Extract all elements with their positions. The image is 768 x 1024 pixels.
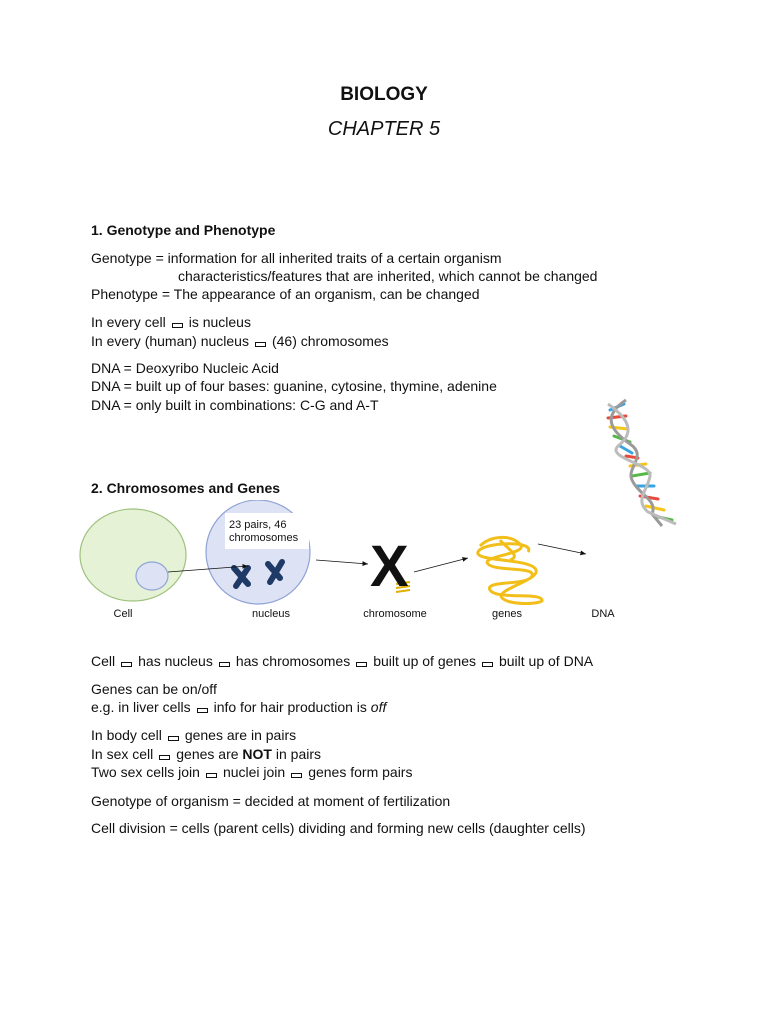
label-genes: genes <box>492 608 522 620</box>
arrow-icon <box>168 736 179 741</box>
cell-nucleus-shape <box>136 562 168 590</box>
arrow-icon <box>482 662 493 667</box>
section-1-heading: 1. Genotype and Phenotype <box>91 222 276 238</box>
fertilization-line: Genotype of organism = decided at moment of fertilization <box>91 793 451 809</box>
sex-cells-join-line <box>91 763 412 781</box>
text: In body cell <box>91 727 162 743</box>
dna-bases: DNA = built up of four bases: guanine, cytosine, thymine, adenine <box>91 378 497 394</box>
genotype-definition: Genotype = information for all inherited traits of a certain organism <box>91 250 502 266</box>
chapter-title: CHAPTER 5 <box>327 118 441 140</box>
pairs-label-line: chromosomes <box>229 532 299 544</box>
text: genes form pairs <box>308 764 413 780</box>
text: has nucleus <box>138 653 213 669</box>
pairs-label-line: 23 pairs, 46 <box>229 519 287 531</box>
arrow-icon <box>356 662 367 667</box>
text: nuclei join <box>222 764 286 780</box>
pairs-label <box>229 519 298 545</box>
text: genes are <box>176 746 239 762</box>
text: in pairs <box>275 746 322 762</box>
arrow-icon <box>538 544 586 554</box>
arrow-icon <box>172 323 183 328</box>
cell-division-line: Cell division = cells (parent cells) dividing and forming new cells (daughter cells) <box>91 820 586 836</box>
genes-coil-icon <box>478 537 542 603</box>
arrow-icon <box>121 662 132 667</box>
text: In every cell <box>91 314 166 330</box>
arrow-icon <box>219 662 230 667</box>
label-dna: DNA <box>591 608 615 620</box>
cell-nucleus-line <box>91 313 251 331</box>
arrow-icon <box>206 773 217 778</box>
body-cell-line <box>91 726 296 744</box>
text: info for hair production is <box>213 699 367 715</box>
arrow-icon <box>159 755 170 760</box>
nucleus-chromosome-line <box>91 332 389 350</box>
phenotype-definition: Phenotype = The appearance of an organism, can be changed <box>91 286 480 302</box>
text: is nucleus <box>188 314 251 330</box>
text: has chromosomes <box>235 653 351 669</box>
text: built up of DNA <box>498 653 594 669</box>
dna-pairs: DNA = only built in combinations: C-G and A-T <box>91 397 379 413</box>
cell-shape <box>80 509 186 601</box>
chromosomes-diagram <box>70 500 630 612</box>
arrow-icon <box>414 558 468 572</box>
text: (46) chromosomes <box>271 333 389 349</box>
text: built up of genes <box>373 653 476 669</box>
genotype-continuation: characteristics/features that are inherited, which cannot be changed <box>178 268 598 284</box>
text-italic: off <box>370 699 387 715</box>
liver-example <box>91 698 386 716</box>
arrow-icon <box>255 342 266 347</box>
sex-cell-line <box>91 745 321 763</box>
chromosome-x-icon: X <box>370 534 409 599</box>
label-chromosome: chromosome <box>363 608 427 620</box>
text: In every (human) nucleus <box>91 333 249 349</box>
text: In sex cell <box>91 746 154 762</box>
text: e.g. in liver cells <box>91 699 191 715</box>
arrow-icon <box>291 773 302 778</box>
text: Two sex cells join <box>91 764 200 780</box>
hierarchy-line <box>91 652 593 670</box>
dna-definition: DNA = Deoxyribo Nucleic Acid <box>91 360 279 376</box>
label-nucleus: nucleus <box>252 608 290 620</box>
arrow-icon <box>316 560 368 564</box>
text: Cell <box>91 653 116 669</box>
text: genes are in pairs <box>184 727 297 743</box>
arrow-icon <box>197 708 208 713</box>
label-cell: Cell <box>113 608 133 620</box>
genes-onoff: Genes can be on/off <box>91 681 217 697</box>
document-title: BIOLOGY <box>340 84 428 105</box>
text-bold: NOT <box>242 746 272 762</box>
section-2-heading: 2. Chromosomes and Genes <box>91 480 281 496</box>
